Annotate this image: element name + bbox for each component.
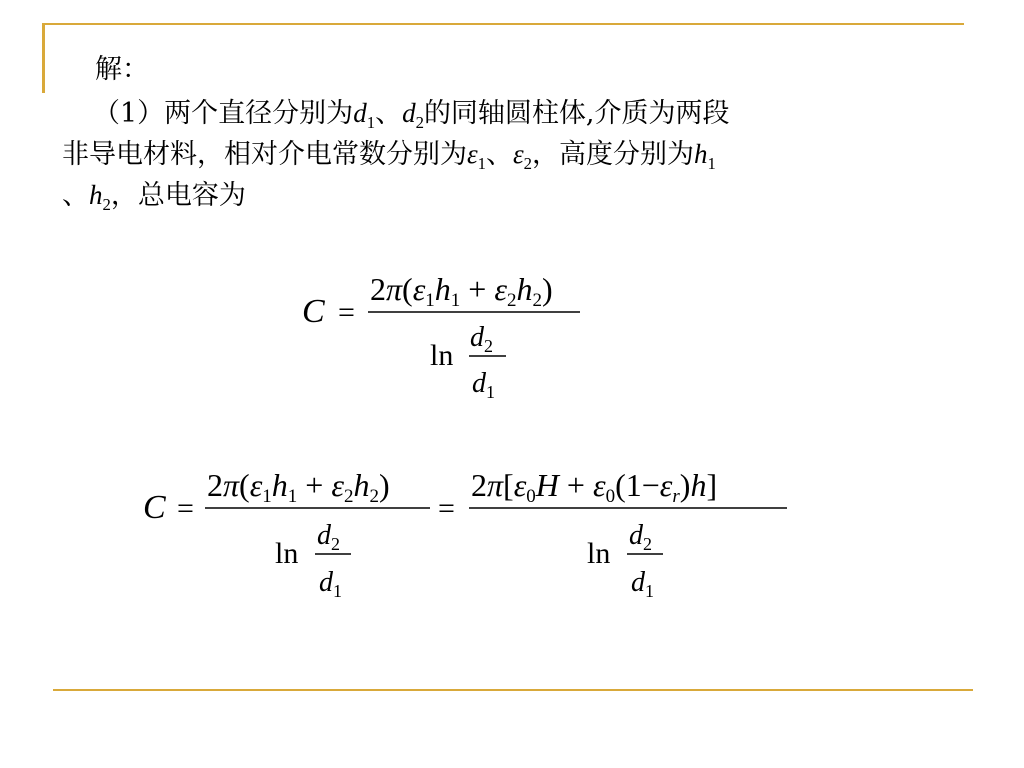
formula1-d1: $d_1$ bbox=[472, 368, 495, 402]
svg-text:2π(ε1h1 + ε2h2): 2π(ε1h1 + ε2h2) bbox=[207, 467, 390, 507]
formula1-d2: $d_2$ bbox=[470, 322, 493, 356]
svg-text:2π[ε0H + ε0(1−εr)h]: 2π[ε0H + ε0(1−εr)h] bbox=[471, 467, 718, 507]
solution-label: 解： bbox=[95, 54, 149, 85]
formula2-d2-b: $d_2$ bbox=[629, 520, 652, 554]
formula2-ln-1: ln bbox=[275, 537, 299, 570]
formula1-numerator bbox=[370, 271, 553, 311]
capacitance-formula-2 bbox=[135, 458, 795, 618]
eps1-symbol: $\varepsilon_1$ bbox=[467, 139, 487, 174]
formula2-equals-2: = bbox=[438, 492, 455, 525]
formula2-lhs: C bbox=[143, 489, 166, 526]
paragraph-line-3 bbox=[62, 177, 246, 217]
line1-suffix: 的同轴圆柱体,介质为两段 bbox=[423, 98, 730, 129]
line2-mid: ，高度分别为 bbox=[532, 139, 695, 170]
eps2-symbol: $\varepsilon_2$ bbox=[513, 139, 533, 174]
paragraph-line-2 bbox=[62, 136, 716, 176]
formula2-d2-a: $d_2$ bbox=[317, 520, 340, 554]
line2-prefix: 非导电材料，相对介电常数分别为 bbox=[62, 139, 467, 170]
line3-suffix: ，总电容为 bbox=[110, 180, 246, 211]
formula2-equals-1: = bbox=[177, 492, 194, 525]
line1-sep: 、 bbox=[375, 98, 403, 129]
d1-symbol: $d_1$ bbox=[353, 98, 376, 133]
h2-symbol: $h_2$ bbox=[89, 180, 111, 215]
formula2-numerator-2 bbox=[471, 467, 717, 507]
svg-text:2π(ε1h1 + ε2h2): 2π(ε1h1 + ε2h2) bbox=[370, 271, 553, 311]
paragraph-line-1 bbox=[93, 95, 730, 135]
formula1-equals: = bbox=[338, 296, 355, 329]
formula1-lhs: C bbox=[302, 293, 325, 330]
formula2-ln-2: ln bbox=[587, 537, 611, 570]
h1-symbol: $h_1$ bbox=[694, 139, 716, 174]
d2-symbol: $d_2$ bbox=[402, 98, 424, 133]
formula1-ln: ln bbox=[430, 339, 454, 372]
line3-prefix: 、 bbox=[62, 180, 89, 211]
formula2-numerator-1 bbox=[207, 467, 390, 507]
line2-sep: 、 bbox=[486, 139, 514, 170]
formula2-d1-b: $d_1$ bbox=[631, 567, 654, 601]
top-border-line bbox=[42, 23, 964, 25]
formula2-d1-a: $d_1$ bbox=[319, 567, 342, 601]
left-border-line bbox=[42, 23, 45, 93]
bottom-border-line bbox=[53, 689, 973, 691]
capacitance-formula-1 bbox=[290, 262, 590, 412]
line1-prefix: （1）两个直径分别为 bbox=[93, 98, 354, 129]
